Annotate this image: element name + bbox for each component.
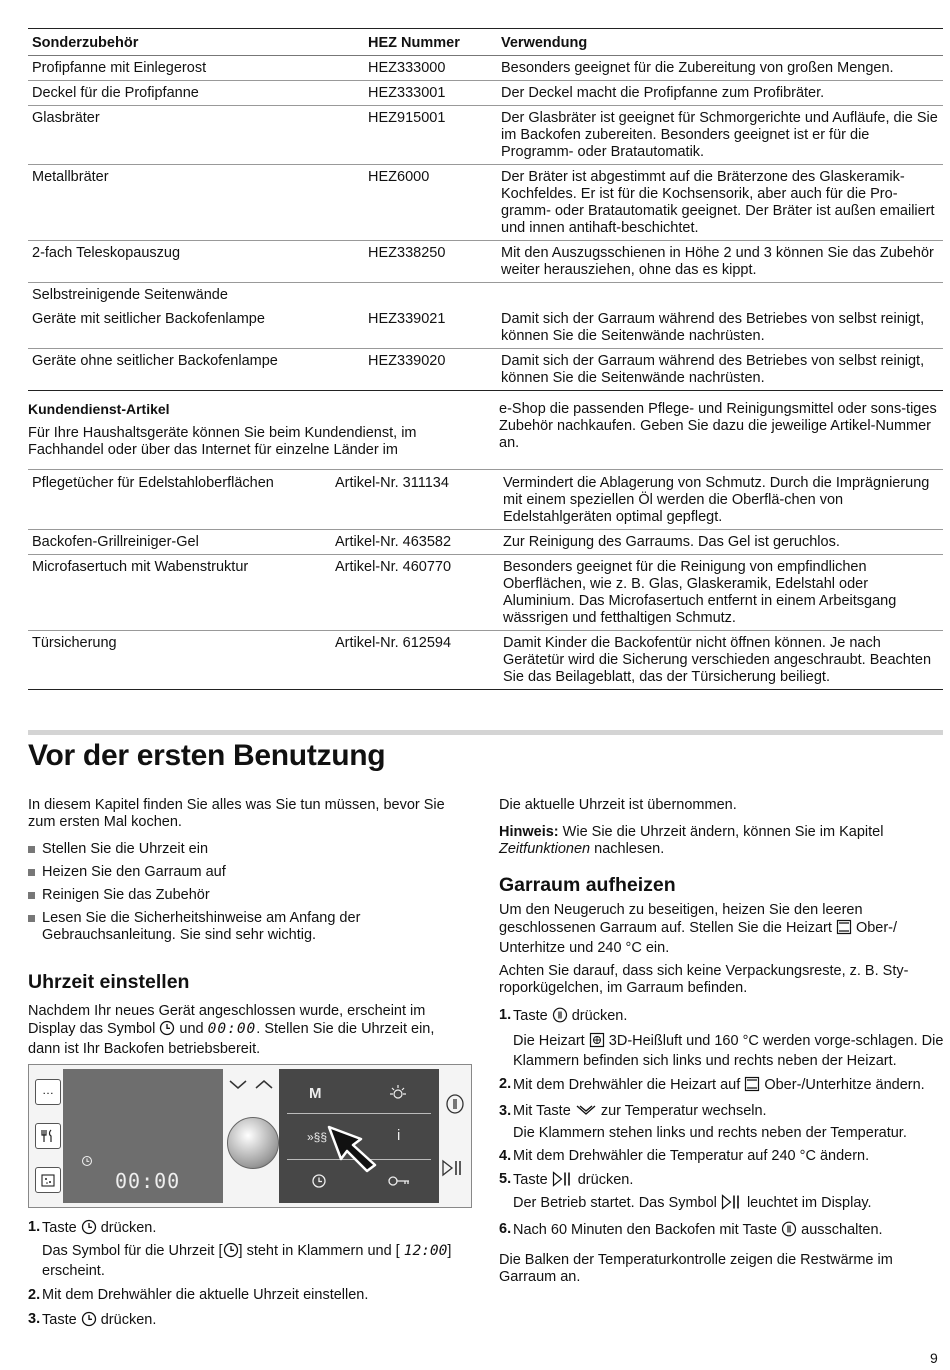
accessory-name: Deckel für die Profipfanne	[28, 81, 364, 106]
accessory-name: Metallbräter	[28, 165, 364, 241]
step-item	[499, 1171, 944, 1192]
accessory-table	[28, 28, 943, 391]
step-number: 2.	[499, 1076, 512, 1092]
list-item: Heizen Sie den Garraum auf	[28, 864, 470, 881]
heat-end-text: Die Balken der Temperaturkontrolle zeigen die Restwärme im Garraum an.	[499, 1252, 893, 1285]
accessory-number: HEZ333001	[364, 81, 497, 106]
key-icon	[387, 1173, 411, 1194]
table-row	[28, 283, 943, 308]
step-text: Taste	[42, 1220, 77, 1236]
step-text: Mit Taste	[513, 1103, 571, 1119]
up-arrow-icon	[253, 1077, 275, 1096]
step-detail	[499, 1194, 944, 1215]
table-row	[28, 470, 943, 530]
step-item	[499, 1103, 944, 1123]
start-pause-icon	[552, 1171, 574, 1192]
clock-steps	[28, 1219, 470, 1332]
table-row	[28, 241, 943, 283]
heat-section-title: Garraum aufheizen	[499, 874, 676, 896]
service-item-name: Pflegetücher für Edelstahloberflächen	[28, 470, 331, 530]
hint-text: nachlesen.	[594, 841, 665, 857]
step-text: Mit dem Drehwähler die Temperatur auf 240 °C ändern.	[513, 1148, 870, 1164]
accessory-number: HEZ338250	[364, 241, 497, 283]
step-number: 4.	[499, 1148, 512, 1164]
column-header: Sonderzubehör	[28, 29, 364, 56]
pointer-arrow-icon	[325, 1121, 379, 1180]
step-text: Nach 60 Minuten den Backofen mit Taste	[513, 1222, 778, 1238]
step-item	[499, 1007, 944, 1028]
blinking-time-display: 00:00	[207, 1021, 257, 1037]
accessory-number: HEZ339021	[364, 307, 497, 349]
right-column-top	[499, 797, 944, 858]
service-intro-left: Für Ihre Haushaltsgeräte können Sie beim Kundendienst, im Fachhandel oder über das Internet für einzelne Länder im	[28, 425, 417, 458]
step-text: zur Temperatur wechseln.	[600, 1103, 767, 1119]
clock-intro-text-c: . Stellen Sie die Uhrzeit ein, dann ist Ihr Backofen betriebsbereit.	[28, 1021, 435, 1057]
step-item	[499, 1076, 944, 1097]
down-arrow-icon	[227, 1077, 249, 1096]
accessory-use: Mit den Auszugsschienen in Höhe 2 und 3 können Sie das Zubehör weiter herausziehen, ohne das es kippt.	[497, 241, 943, 283]
clock-done-text: Die aktuelle Uhrzeit ist übernommen.	[499, 797, 737, 813]
info-icon: i	[397, 1127, 401, 1144]
service-item-number: Artikel-Nr. 460770	[331, 555, 499, 631]
table-row	[28, 307, 943, 349]
heating-mode-icon: »§§	[307, 1130, 328, 1144]
hint-paragraph	[499, 824, 944, 858]
cleaning-button	[35, 1167, 61, 1193]
heat-paragraph: Achten Sie darauf, dass sich keine Verpackungsreste, z. B. Sty-roporkügelchen, im Garraum befinden.	[499, 963, 909, 996]
table-row	[28, 165, 943, 241]
step-number: 5.	[499, 1171, 512, 1187]
table-row	[28, 555, 943, 631]
hint-link-text: Zeitfunktionen	[499, 841, 591, 857]
step-text: drücken.	[100, 1312, 157, 1328]
accessory-name: Geräte ohne seitlicher Backofenlampe	[28, 349, 364, 391]
step-detail-text: Das Symbol für die Uhrzeit [	[42, 1243, 223, 1259]
chapter-rule	[28, 730, 943, 735]
step-text: drücken.	[100, 1220, 157, 1236]
function-panel	[279, 1069, 439, 1203]
step-detail	[499, 1032, 944, 1070]
accessory-name: Selbstreinigende Seitenwände	[32, 287, 228, 303]
step-number: 6.	[499, 1221, 512, 1237]
table-header-row	[28, 29, 943, 56]
start-pause-icon	[721, 1194, 743, 1215]
column-header: HEZ Nummer	[364, 29, 497, 56]
step-item	[28, 1311, 470, 1332]
accessory-use: Besonders geeignet für die Zubereitung von großen Mengen.	[497, 56, 943, 81]
step-text: Mit dem Drehwähler die aktuelle Uhrzeit einstellen.	[42, 1287, 369, 1303]
top-bottom-heat-icon	[744, 1076, 760, 1097]
top-bottom-heat-icon	[836, 919, 852, 940]
clock-intro	[28, 1003, 470, 1058]
step-text: Mit dem Drehwähler die Heizart auf	[513, 1077, 741, 1093]
accessory-number: HEZ6000	[364, 165, 497, 241]
menu-button: …	[35, 1079, 61, 1105]
column-header: Verwendung	[497, 29, 943, 56]
clock-intro-text-a: Nachdem Ihr neues Gerät angeschlossen wurde, erscheint im Display das Symbol	[28, 1003, 426, 1037]
accessory-use: Der Bräter ist abgestimmt auf die Bräterzone des Glaskeramik-Kochfeldes. Er ist für die Kochsensorik, aber auch für die Pro-gramm- oder Bratautomatik geeignet. Der Bräter ist außen emailiert und innen antihaft-beschichtet.	[497, 165, 943, 241]
table-row	[28, 631, 943, 690]
accessory-use: Damit sich der Garraum während des Betriebes von selbst reinigt, können Sie die Seitenwände nachrüsten.	[497, 307, 943, 349]
hint-label: Hinweis:	[499, 824, 559, 840]
page-number: 9	[930, 1350, 938, 1366]
service-item-use: Besonders geeignet für die Reinigung von empfindlichen Oberflächen, wie z. B. Glas, Glaskeramik, Edelstahl oder Aluminium. Das Microfasertuch entfernt in einem Arbeitsgang wässrigen und fetthaltigen Schmutz.	[499, 555, 943, 631]
clock-icon	[81, 1219, 97, 1240]
heat-text: Um den Neugeruch zu beseitigen, heizen Sie den leeren geschlossenen Garraum auf. Stellen Sie die Heizart	[499, 902, 863, 936]
microwave-icon: M	[309, 1085, 322, 1102]
hot-air-icon	[589, 1032, 605, 1053]
step-detail-text: 3D-Heißluft und 160 °C werden vorge-schlagen. Die Klammern befinden sich links und rechts neben der Heizart.	[513, 1033, 944, 1069]
service-table	[28, 469, 943, 690]
step-detail-text: Die Heizart	[513, 1033, 585, 1049]
accessory-use: Damit sich der Garraum während des Betriebes von selbst reinigt, können Sie die Seitenwände nachrüsten.	[497, 349, 943, 391]
clock-icon	[159, 1020, 175, 1041]
accessory-name: Glasbräter	[28, 106, 364, 165]
start-pause-icon	[441, 1159, 467, 1182]
step-item	[499, 1148, 944, 1165]
power-icon	[552, 1007, 568, 1028]
table-row	[28, 106, 943, 165]
cutlery-button	[35, 1123, 61, 1149]
step-detail-text: ] steht in Klammern und [	[238, 1243, 400, 1259]
step-text: Ober-/Unterhitze ändern.	[764, 1077, 925, 1093]
service-item-number: Artikel-Nr. 311134	[331, 470, 499, 530]
service-item-name: Türsicherung	[28, 631, 331, 690]
step-text: Taste	[513, 1172, 548, 1188]
step-item	[28, 1219, 470, 1240]
rotary-knob	[227, 1117, 279, 1169]
accessory-use: Der Deckel macht die Profipfanne zum Profibräter.	[497, 81, 943, 106]
double-chevron-down-icon	[575, 1104, 597, 1123]
step-number: 3.	[499, 1103, 512, 1119]
service-item-use: Vermindert die Ablagerung von Schmutz. Durch die Imprägnierung mit einem speziellen Öl werden die Oberflä-chen von Edelstahlgeräten optimal gepflegt.	[499, 470, 943, 530]
service-item-use: Damit Kinder die Backofentür nicht öffnen können. Je nach Gerätetür wird die Sicherung verschieden angeschraubt. Beachten Sie das Beilageblatt, das der Türsicherung beiliegt.	[499, 631, 943, 690]
step-item	[28, 1287, 470, 1304]
service-title: Kundendienst-Artikel	[28, 401, 170, 417]
step-detail: Die Klammern stehen links und rechts neben der Temperatur.	[513, 1125, 907, 1141]
light-icon	[387, 1083, 409, 1108]
heat-text: Ober-/ Unterhitze und 240 °C ein.	[499, 920, 898, 956]
display-clock-icon	[81, 1155, 93, 1172]
table-row	[28, 56, 943, 81]
clock-icon	[223, 1242, 239, 1263]
step-text: ausschalten.	[801, 1222, 883, 1238]
accessory-number	[364, 283, 497, 308]
hint-text: Wie Sie die Uhrzeit ändern, können Sie im Kapitel	[562, 824, 884, 840]
display-time: 00:00	[115, 1169, 181, 1193]
step-text: drücken.	[577, 1172, 634, 1188]
service-item-use: Zur Reinigung des Garraums. Das Gel ist geruchlos.	[499, 530, 943, 555]
step-text: Taste	[513, 1008, 548, 1024]
list-item: Stellen Sie die Uhrzeit ein	[28, 841, 470, 858]
table-row	[28, 530, 943, 555]
heat-paragraph	[499, 902, 944, 957]
accessory-name: Geräte mit seitlicher Backofenlampe	[28, 307, 364, 349]
step-number: 3.	[28, 1311, 41, 1327]
service-item-number: Artikel-Nr. 463582	[331, 530, 499, 555]
step-detail-text: leuchtet im Display.	[746, 1195, 872, 1211]
heat-section	[499, 902, 944, 1286]
step-number: 1.	[28, 1219, 41, 1235]
step-text: Taste	[42, 1312, 77, 1328]
list-item: Reinigen Sie das Zubehör	[28, 887, 470, 904]
step-detail-text: Der Betrieb startet. Das Symbol	[513, 1195, 717, 1211]
step-item	[499, 1221, 944, 1242]
oven-display	[63, 1069, 223, 1203]
service-intro-right: e-Shop die passenden Pflege- und Reinigungsmittel oder sons-tiges Zubehör nachkaufen. Geben Sie dazu die jeweilige Artikel-Nummer an.	[499, 401, 937, 451]
chapter-title: Vor der ersten Benutzung	[28, 739, 386, 772]
time-display: 12:00	[403, 1243, 448, 1259]
service-item-number: Artikel-Nr. 612594	[331, 631, 499, 690]
accessory-use: Der Glasbräter ist geeignet für Schmorgerichte und Aufläufe, die Sie im Backofen zubereiten. Besonders geeignet ist er für die Programm- oder Bratautomatik.	[497, 106, 943, 165]
clock-icon	[81, 1311, 97, 1332]
oven-control-panel	[28, 1064, 472, 1208]
accessory-number: HEZ333000	[364, 56, 497, 81]
left-column	[28, 797, 470, 950]
table-row	[28, 349, 943, 391]
table-row	[28, 81, 943, 106]
step-number: 2.	[28, 1287, 41, 1303]
accessory-name: Profipfanne mit Einlegerost	[28, 56, 364, 81]
accessory-number: HEZ915001	[364, 106, 497, 165]
clock-section-title: Uhrzeit einstellen	[28, 971, 190, 993]
list-item: Lesen Sie die Sicherheitshinweise am Anfang der Gebrauchsanleitung. Sie sind sehr wichtig.	[28, 910, 470, 944]
chapter-intro: In diesem Kapitel finden Sie alles was Sie tun müssen, bevor Sie zum ersten Mal kochen.	[28, 797, 445, 830]
accessory-number: HEZ339020	[364, 349, 497, 391]
step-number: 1.	[499, 1007, 512, 1023]
clock-intro-text-b: und	[179, 1021, 204, 1037]
accessory-name: 2-fach Teleskopauszug	[28, 241, 364, 283]
power-icon	[443, 1093, 467, 1120]
step-text: drücken.	[571, 1008, 628, 1024]
accessory-use	[497, 283, 943, 308]
service-item-name: Microfasertuch mit Wabenstruktur	[28, 555, 331, 631]
step-detail	[28, 1242, 470, 1280]
step-detail-text: ] erscheint.	[42, 1243, 452, 1279]
power-icon	[781, 1221, 797, 1242]
service-item-name: Backofen-Grillreiniger-Gel	[28, 530, 331, 555]
